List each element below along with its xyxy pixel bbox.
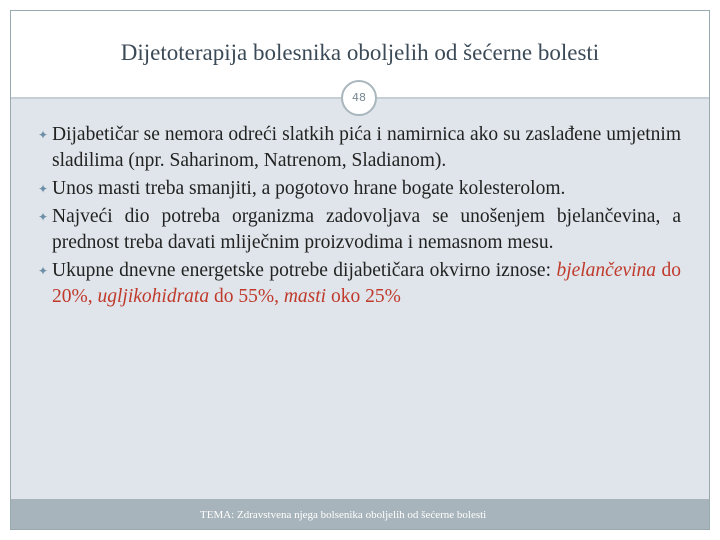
bullet-item [19, 122, 681, 174]
bullet-item [19, 258, 681, 310]
bullet-icon: ✦ [38, 210, 49, 224]
slide-title: Dijetoterapija bolesnika oboljelih od šećerne bolesti [120, 40, 600, 65]
nutrient-protein: bjelančevina [556, 260, 657, 281]
bullet-list [19, 122, 681, 312]
footer-text: TEMA: Zdravstvena njega bolsenika oboljelih od šećerne bolesti [200, 509, 487, 521]
bullet-text: Unos masti treba smanjiti, a pogotovo hrane bogate kolesterolom. [52, 178, 566, 199]
bullet-item [19, 176, 681, 202]
bullet-item [19, 204, 681, 256]
bullet-intro: Ukupne dnevne energetske potrebe dijabetičara okvirno iznose: [52, 260, 557, 281]
bullet-text [52, 258, 681, 310]
nutrient-carbs: ugljikohidrata [97, 286, 210, 307]
bullet-icon: ✦ [38, 182, 49, 196]
nutrient-fat: masti [283, 286, 327, 307]
page-number-badge: 48 [341, 80, 377, 116]
bullet-icon: ✦ [38, 128, 49, 142]
bullet-icon: ✦ [38, 264, 49, 278]
nutrient-protein-share: do 20%, [52, 260, 681, 307]
nutrient-fat-share: oko 25% [326, 286, 401, 307]
bullet-text: Najveći dio potreba organizma zadovoljava se unošenjem bjelančevina, a prednost treba davati mliječnim proizvodima i nemasnom mesu. [52, 206, 681, 253]
bullet-text: Dijabetičar se nemora odreći slatkih pića i namirnica ako su zaslađene umjetnim sladilima (npr. Saharinom, Natrenom, Sladianom). [52, 124, 681, 171]
nutrient-carbs-share: do 55%, [209, 286, 284, 307]
